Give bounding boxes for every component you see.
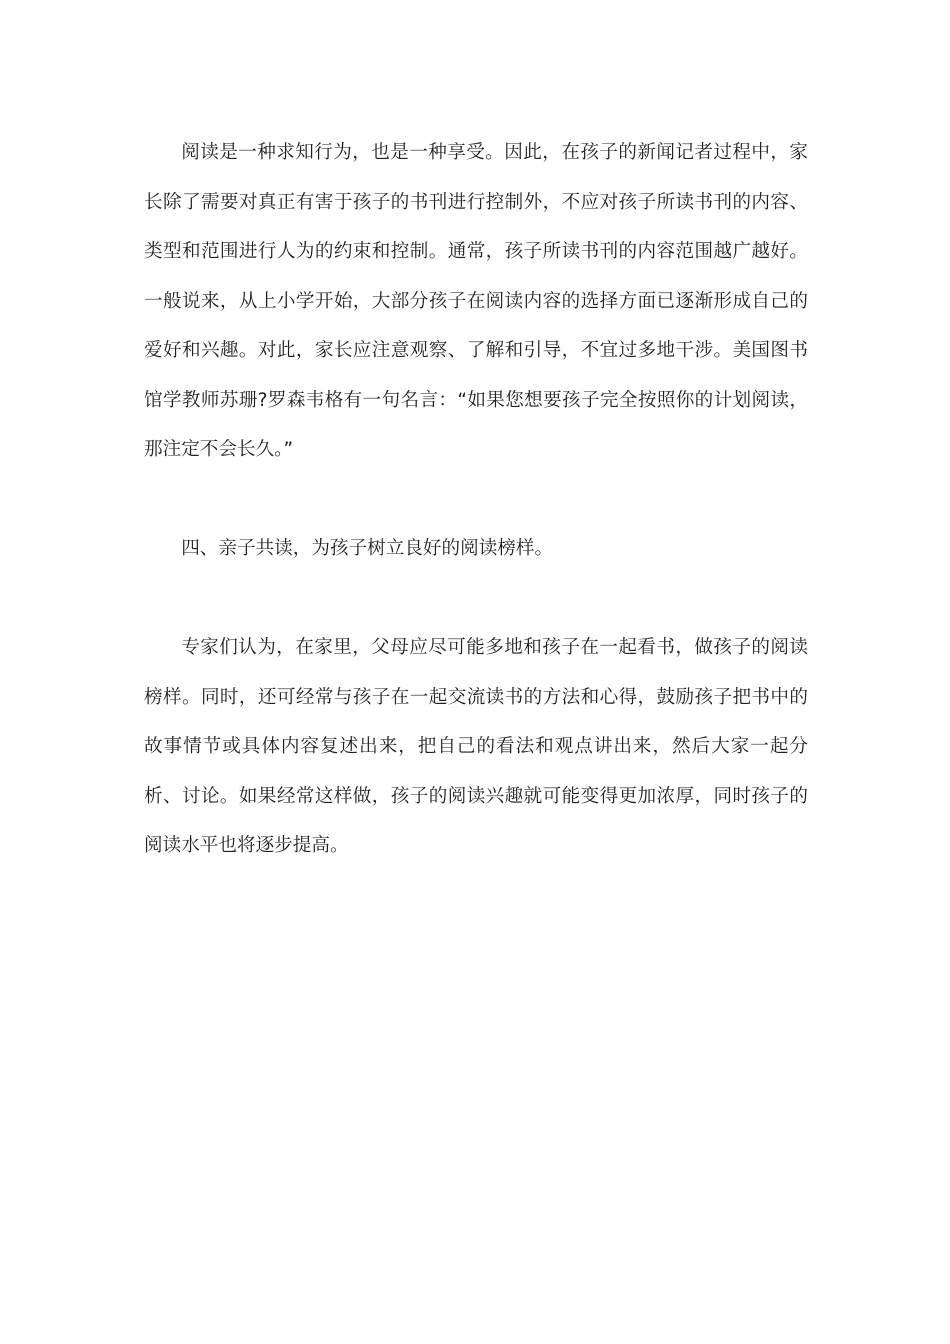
paragraph-reading-role-model: 专家们认为，在家里，父母应尽可能多地和孩子在一起看书，做孩子的阅读榜样。同时，还可经常与孩子在一起交流读书的方法和心得，鼓励孩子把书中的故事情节或具体内容复述出来，把自己的看法和观点讲出来，然后大家一起分析、讨论。如果经常这样做，孩子的阅读兴趣就可能变得更加浓厚，同时孩子的阅读水平也将逐步提高。 [144, 637, 808, 856]
paragraph-spacer [144, 475, 808, 525]
paragraph-spacer [144, 574, 808, 624]
document-body [144, 128, 808, 871]
section-heading-parent-child-reading: 四、亲子共读，为孩子树立良好的阅读榜样。 [181, 538, 554, 559]
paragraph-reading-freedom: 阅读是一种求知行为，也是一种享受。因此，在孩子的新闻记者过程中，家长除了需要对真正有害于孩子的书刊进行控制外，不应对孩子所读书刊的内容、类型和范围进行人为的约束和控制。通常，孩子所读书刊的内容范围越广越好。一般说来，从上小学开始，大部分孩子在阅读内容的选择方面已逐渐形成自己的爱好和兴趣。对此，家长应注意观察、了解和引导，不宜过多地干涉。美国图书馆学教师苏珊?罗森韦格有一句名言：“如果您想要孩子完全按照你的计划阅读，那注定不会长久。” [144, 142, 808, 460]
